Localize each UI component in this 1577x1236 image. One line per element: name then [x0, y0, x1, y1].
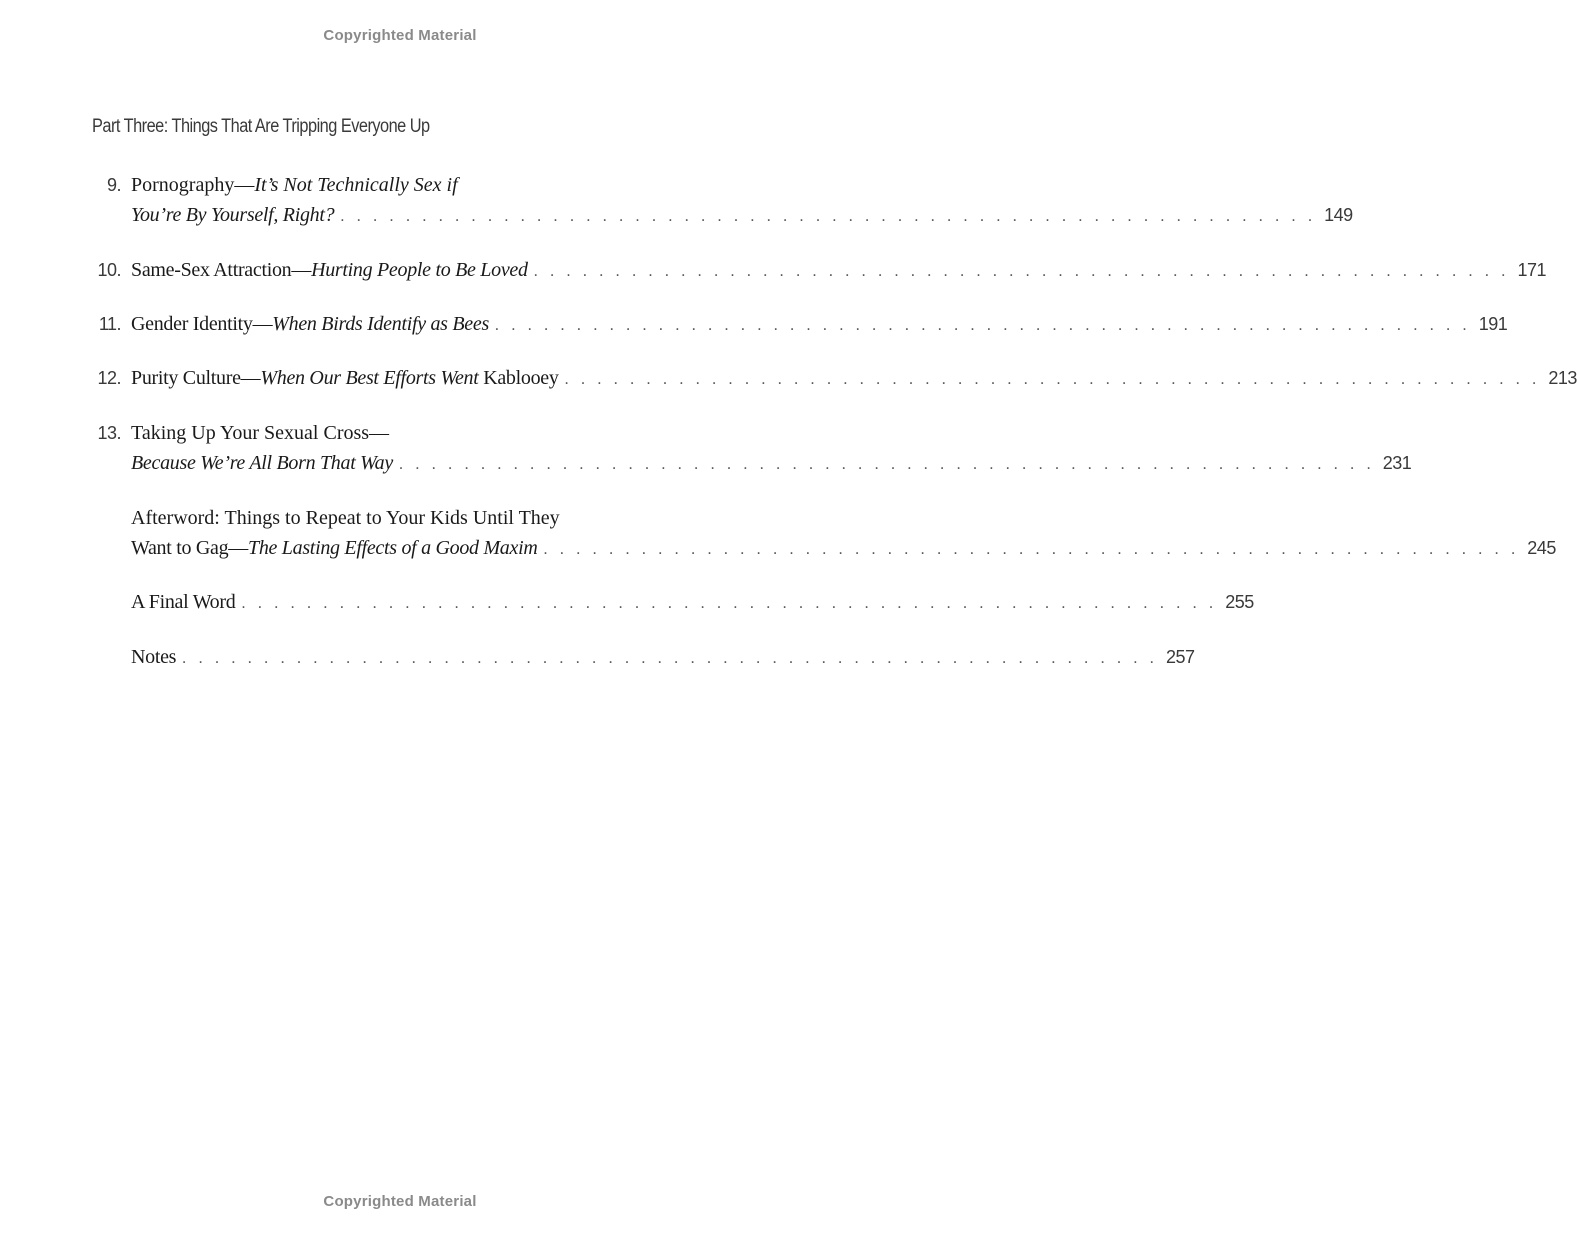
chapter-number: 11.: [98, 314, 121, 334]
chapter-title: Purity Culture—: [131, 367, 261, 389]
afterword-title-continued: Want to Gag—: [131, 537, 248, 559]
toc-entry-title-line: [131, 170, 682, 200]
page-number: 255: [1225, 592, 1254, 612]
copyright-watermark-top: Copyrighted Material: [323, 27, 477, 44]
dot-leader: . . . . . . . . . . . . . . . . . . . . . . . . . . . . . . . . . . . . . . . . . . . . . . . . . . . . . . . . . . . .: [494, 317, 1471, 334]
toc-entry-title-line: [131, 503, 682, 533]
chapter-subtitle: When Our Best Efforts Went: [260, 367, 479, 389]
page-number: 231: [1382, 453, 1412, 473]
chapter-subtitle: When Birds Identify as Bees: [272, 313, 489, 335]
toc-entry-leader-line: [131, 448, 1412, 478]
chapter-number: 10.: [97, 260, 121, 280]
dot-leader: . . . . . . . . . . . . . . . . . . . . . . . . . . . . . . . . . . . . . . . . . . . . . . . . . . . . . . . . . . . .: [340, 208, 1317, 225]
chapter-title-tail: Kablooey: [478, 367, 559, 389]
chapter-subtitle-continued: You’re By Yourself, Right?: [131, 204, 335, 226]
page-number: 149: [1324, 205, 1353, 225]
chapter-number: 12.: [97, 368, 121, 388]
toc-entry-leader-line: [131, 587, 1254, 617]
chapter-title: Gender Identity—: [131, 313, 273, 335]
toc-entry-leader-line: [131, 642, 1195, 672]
dot-leader: . . . . . . . . . . . . . . . . . . . . . . . . . . . . . . . . . . . . . . . . . . . . . . . . . . . . . . . . . . . .: [398, 456, 1375, 473]
section-title: Notes: [131, 646, 177, 668]
toc-entry-leader-line: [131, 533, 1556, 563]
dot-leader: . . . . . . . . . . . . . . . . . . . . . . . . . . . . . . . . . . . . . . . . . . . . . . . . . . . . . . . . . . . .: [533, 263, 1510, 280]
toc-entry-leader-line: [131, 200, 1353, 230]
dot-leader: . . . . . . . . . . . . . . . . . . . . . . . . . . . . . . . . . . . . . . . . . . . . . . . . . . . . . . . . . . . .: [564, 371, 1541, 388]
chapter-title: Taking Up Your Sexual Cross—: [131, 422, 390, 444]
page-number: 213: [1548, 368, 1577, 388]
page-number: 171: [1517, 260, 1547, 280]
toc-entry-leader-line: [131, 363, 1577, 393]
chapter-number: 9.: [106, 175, 121, 195]
dot-leader: . . . . . . . . . . . . . . . . . . . . . . . . . . . . . . . . . . . . . . . . . . . . . . . . . . . . . . . . . . . .: [543, 541, 1520, 558]
chapter-title: Pornography—: [131, 174, 255, 196]
section-title: A Final Word: [131, 591, 236, 613]
chapter-title: Same-Sex Attraction—: [131, 259, 312, 281]
chapter-subtitle: Because We’re All Born That Way: [131, 452, 393, 474]
page-number: 191: [1478, 314, 1508, 334]
toc-entry-title-line: [131, 418, 682, 448]
chapter-subtitle: It’s Not Technically Sex if: [254, 174, 458, 196]
chapter-number: 13.: [97, 423, 121, 443]
page-number: 245: [1527, 538, 1556, 558]
afterword-subtitle: The Lasting Effects of a Good Maxim: [248, 537, 538, 559]
part-heading: Part Three: Things That Are Tripping Everyone Up: [92, 116, 430, 137]
toc-entry-leader-line: [131, 255, 1547, 285]
afterword-title: Afterword: Things to Repeat to Your Kids Until They: [131, 507, 560, 529]
toc-entry-leader-line: [131, 309, 1508, 339]
copyright-watermark-bottom: Copyrighted Material: [323, 1193, 477, 1210]
dot-leader: . . . . . . . . . . . . . . . . . . . . . . . . . . . . . . . . . . . . . . . . . . . . . . . . . . . . . . . . . . . .: [182, 650, 1158, 667]
chapter-subtitle: Hurting People to Be Loved: [311, 259, 528, 281]
page-number: 257: [1165, 647, 1195, 667]
dot-leader: . . . . . . . . . . . . . . . . . . . . . . . . . . . . . . . . . . . . . . . . . . . . . . . . . . . . . . . . . . . .: [241, 595, 1218, 612]
